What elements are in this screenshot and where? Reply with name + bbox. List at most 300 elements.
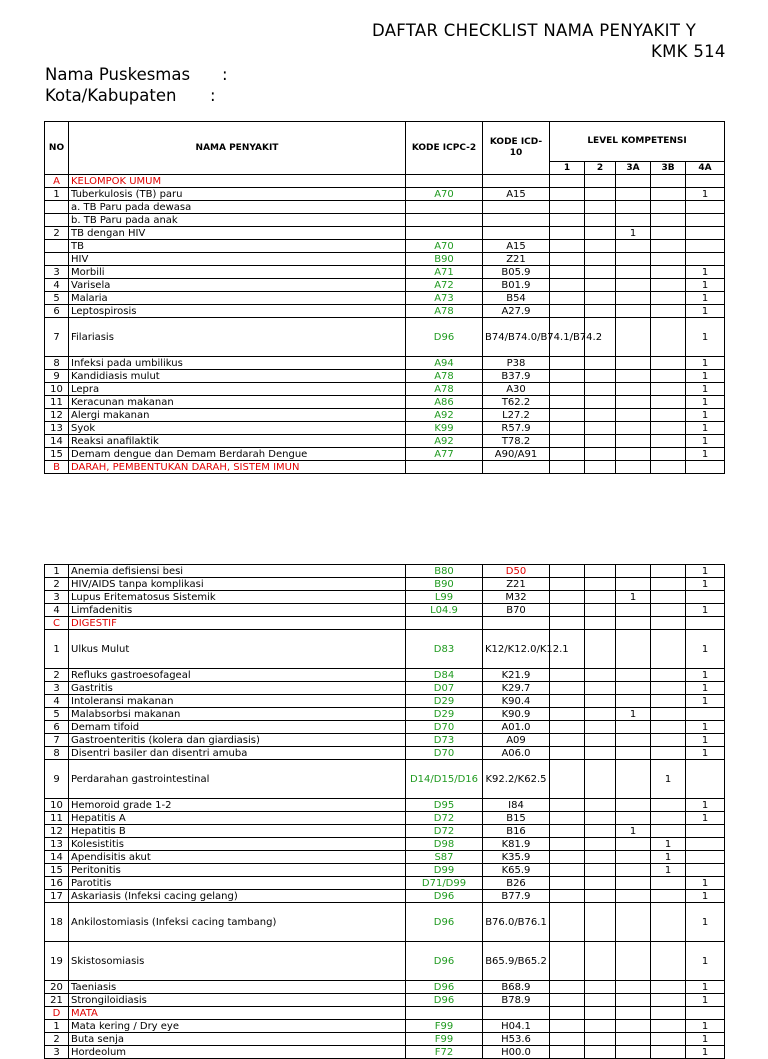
- icpc-code: D29: [406, 695, 483, 708]
- icd-code: K90.4: [483, 695, 550, 708]
- level-3b-cell: [651, 890, 686, 903]
- table-row: [45, 305, 725, 318]
- icd-code: Z21: [483, 253, 550, 266]
- icpc-code: D96: [406, 942, 483, 981]
- header-level-2: 2: [585, 162, 616, 175]
- level-1-cell: [550, 825, 585, 838]
- table-row: [45, 942, 725, 981]
- level-2-cell: [585, 734, 616, 747]
- icd-code: [483, 201, 550, 214]
- empty-cell: [483, 617, 550, 630]
- level-2-cell: [585, 799, 616, 812]
- level-4a-cell: 1: [686, 305, 725, 318]
- level-3b-cell: [651, 396, 686, 409]
- level-3a-cell: [616, 682, 651, 695]
- level-2-cell: [585, 864, 616, 877]
- level-4a-cell: 1: [686, 578, 725, 591]
- disease-name: Gastroenteritis (kolera dan giardiasis): [69, 734, 406, 747]
- icd-code: K35.9: [483, 851, 550, 864]
- row-number: 17: [45, 890, 69, 903]
- header-kode-icd: KODE ICD-10: [483, 122, 550, 175]
- level-3b-cell: [651, 578, 686, 591]
- table-row: [45, 318, 725, 357]
- level-1-cell: [550, 682, 585, 695]
- table-row: [45, 747, 725, 760]
- row-number: 3: [45, 682, 69, 695]
- level-3a-cell: 1: [616, 227, 651, 240]
- table-row: [45, 565, 725, 578]
- level-3b-cell: [651, 227, 686, 240]
- level-2-cell: [585, 253, 616, 266]
- level-4a-cell: [686, 227, 725, 240]
- header-level-4a: 4A: [686, 162, 725, 175]
- level-4a-cell: 1: [686, 565, 725, 578]
- icd-code: [483, 214, 550, 227]
- disease-name: a. TB Paru pada dewasa: [69, 201, 406, 214]
- table-row: [45, 760, 725, 799]
- table-row: [45, 695, 725, 708]
- level-4a-cell: [686, 825, 725, 838]
- icd-code: K21.9: [483, 669, 550, 682]
- category-name: KELOMPOK UMUM: [69, 175, 406, 188]
- table-row: [45, 292, 725, 305]
- disease-name: HIV/AIDS tanpa komplikasi: [69, 578, 406, 591]
- header-level-3b: 3B: [651, 162, 686, 175]
- level-3b-cell: [651, 981, 686, 994]
- table-row: [45, 266, 725, 279]
- icpc-code: B80: [406, 565, 483, 578]
- level-3a-cell: [616, 305, 651, 318]
- empty-cell: [483, 461, 550, 474]
- icd-code: H53.6: [483, 1033, 550, 1046]
- level-4a-cell: 1: [686, 279, 725, 292]
- level-2-cell: [585, 188, 616, 201]
- disease-table-page-2: [44, 564, 725, 1059]
- level-1-cell: [550, 591, 585, 604]
- level-1-cell: [550, 864, 585, 877]
- empty-cell: [550, 1007, 585, 1020]
- table-row: [45, 877, 725, 890]
- level-3a-cell: [616, 942, 651, 981]
- level-1-cell: [550, 604, 585, 617]
- level-3a-cell: [616, 760, 651, 799]
- table-row: [45, 591, 725, 604]
- disease-name: Syok: [69, 422, 406, 435]
- icpc-code: F72: [406, 1046, 483, 1059]
- level-3b-cell: [651, 734, 686, 747]
- level-2-cell: [585, 227, 616, 240]
- level-3a-cell: [616, 292, 651, 305]
- disease-name: Filariasis: [69, 318, 406, 357]
- level-1-cell: [550, 1033, 585, 1046]
- level-3b-cell: 1: [651, 864, 686, 877]
- table-header: [45, 122, 725, 175]
- level-4a-cell: 1: [686, 747, 725, 760]
- level-3b-cell: [651, 604, 686, 617]
- level-3a-cell: [616, 981, 651, 994]
- icd-code: A90/A91: [483, 448, 550, 461]
- puskesmas-label: Nama Puskesmas: [45, 65, 191, 84]
- level-3a-cell: [616, 864, 651, 877]
- row-number: 11: [45, 396, 69, 409]
- row-number: 9: [45, 370, 69, 383]
- row-number: 1: [45, 630, 69, 669]
- level-1-cell: [550, 279, 585, 292]
- level-3b-cell: 1: [651, 760, 686, 799]
- level-2-cell: [585, 370, 616, 383]
- disease-name: Lepra: [69, 383, 406, 396]
- icpc-code: D14/D15/D16: [406, 760, 483, 799]
- row-number: 10: [45, 799, 69, 812]
- level-3b-cell: [651, 721, 686, 734]
- icpc-code: A78: [406, 370, 483, 383]
- level-4a-cell: 1: [686, 1046, 725, 1059]
- row-number: 7: [45, 734, 69, 747]
- icpc-code: A71: [406, 266, 483, 279]
- row-number: 5: [45, 708, 69, 721]
- row-number: 3: [45, 591, 69, 604]
- empty-cell: [651, 617, 686, 630]
- row-number: 4: [45, 695, 69, 708]
- icpc-code: A72: [406, 279, 483, 292]
- level-3a-cell: 1: [616, 591, 651, 604]
- disease-name: Malaria: [69, 292, 406, 305]
- icpc-code: D71/D99: [406, 877, 483, 890]
- level-3a-cell: [616, 266, 651, 279]
- disease-name: Taeniasis: [69, 981, 406, 994]
- puskesmas-colon: :: [222, 65, 228, 84]
- row-number: 2: [45, 227, 69, 240]
- level-3a-cell: [616, 370, 651, 383]
- row-number: [45, 240, 69, 253]
- icpc-code: B90: [406, 253, 483, 266]
- icpc-code: L04.9: [406, 604, 483, 617]
- icd-code: K81.9: [483, 838, 550, 851]
- level-3b-cell: [651, 214, 686, 227]
- level-2-cell: [585, 994, 616, 1007]
- table-row: [45, 279, 725, 292]
- level-1-cell: [550, 981, 585, 994]
- disease-name: Kolesistitis: [69, 838, 406, 851]
- level-1-cell: [550, 188, 585, 201]
- icd-code: A15: [483, 188, 550, 201]
- level-1-cell: [550, 799, 585, 812]
- table-row: [45, 682, 725, 695]
- table-row: [45, 708, 725, 721]
- level-3b-cell: [651, 630, 686, 669]
- level-4a-cell: 1: [686, 266, 725, 279]
- icd-code: [483, 227, 550, 240]
- table-row: [45, 409, 725, 422]
- empty-cell: [585, 617, 616, 630]
- icd-code: K29.7: [483, 682, 550, 695]
- icd-code: A27.9: [483, 305, 550, 318]
- level-3a-cell: [616, 669, 651, 682]
- icpc-code: D96: [406, 981, 483, 994]
- header-level-kompetensi: LEVEL KOMPETENSI: [550, 122, 725, 162]
- level-3a-cell: [616, 734, 651, 747]
- icd-code: K90.9: [483, 708, 550, 721]
- level-3a-cell: [616, 357, 651, 370]
- level-3b-cell: [651, 565, 686, 578]
- level-3a-cell: [616, 565, 651, 578]
- level-2-cell: [585, 981, 616, 994]
- table-row: [45, 812, 725, 825]
- level-1-cell: [550, 851, 585, 864]
- table-row: [45, 1046, 725, 1059]
- table-row: [45, 227, 725, 240]
- level-2-cell: [585, 292, 616, 305]
- level-3a-cell: [616, 253, 651, 266]
- icpc-code: D95: [406, 799, 483, 812]
- disease-name: Varisela: [69, 279, 406, 292]
- empty-cell: [616, 461, 651, 474]
- empty-cell: [406, 617, 483, 630]
- level-2-cell: [585, 305, 616, 318]
- level-1-cell: [550, 422, 585, 435]
- row-number: 6: [45, 305, 69, 318]
- level-3a-cell: [616, 838, 651, 851]
- level-3a-cell: [616, 721, 651, 734]
- row-number: 21: [45, 994, 69, 1007]
- category-name: DIGESTIF: [69, 617, 406, 630]
- level-2-cell: [585, 396, 616, 409]
- level-1-cell: [550, 1046, 585, 1059]
- level-4a-cell: 1: [686, 318, 725, 357]
- level-2-cell: [585, 435, 616, 448]
- icpc-code: A86: [406, 396, 483, 409]
- table-row: [45, 1020, 725, 1033]
- icd-code: B78.9: [483, 994, 550, 1007]
- category-code: B: [45, 461, 69, 474]
- row-number: 12: [45, 409, 69, 422]
- level-4a-cell: 1: [686, 877, 725, 890]
- level-3b-cell: [651, 747, 686, 760]
- disease-name: TB: [69, 240, 406, 253]
- icpc-code: D96: [406, 890, 483, 903]
- level-1-cell: [550, 565, 585, 578]
- level-3a-cell: [616, 695, 651, 708]
- level-3b-cell: [651, 253, 686, 266]
- level-3a-cell: [616, 214, 651, 227]
- icd-code: B77.9: [483, 890, 550, 903]
- row-number: 13: [45, 838, 69, 851]
- row-number: 8: [45, 357, 69, 370]
- disease-name: Anemia defisiensi besi: [69, 565, 406, 578]
- icd-code: H00.0: [483, 1046, 550, 1059]
- level-3b-cell: [651, 266, 686, 279]
- icd-code: T78.2: [483, 435, 550, 448]
- row-number: 18: [45, 903, 69, 942]
- kota-label: Kota/Kabupaten: [45, 86, 177, 105]
- table-row: [45, 1033, 725, 1046]
- level-1-cell: [550, 435, 585, 448]
- level-2-cell: [585, 630, 616, 669]
- level-2-cell: [585, 825, 616, 838]
- icpc-code: D84: [406, 669, 483, 682]
- level-2-cell: [585, 851, 616, 864]
- level-3a-cell: [616, 903, 651, 942]
- empty-cell: [686, 461, 725, 474]
- table-row: [45, 214, 725, 227]
- icpc-code: D96: [406, 994, 483, 1007]
- level-3a-cell: [616, 799, 651, 812]
- row-number: 14: [45, 435, 69, 448]
- level-4a-cell: 1: [686, 812, 725, 825]
- level-3b-cell: [651, 812, 686, 825]
- row-number: 11: [45, 812, 69, 825]
- row-number: 3: [45, 1046, 69, 1059]
- document-title-line-2: KMK 514: [651, 42, 726, 61]
- empty-cell: [686, 1007, 725, 1020]
- disease-name: Hepatitis A: [69, 812, 406, 825]
- level-3b-cell: [651, 669, 686, 682]
- icpc-code: F99: [406, 1033, 483, 1046]
- table-row: [45, 240, 725, 253]
- level-3a-cell: 1: [616, 825, 651, 838]
- level-1-cell: [550, 383, 585, 396]
- level-4a-cell: [686, 864, 725, 877]
- level-1-cell: [550, 695, 585, 708]
- row-number: 3: [45, 266, 69, 279]
- level-3a-cell: [616, 201, 651, 214]
- icpc-code: [406, 214, 483, 227]
- level-1-cell: [550, 227, 585, 240]
- icd-code: A09: [483, 734, 550, 747]
- disease-name: Intoleransi makanan: [69, 695, 406, 708]
- level-1-cell: [550, 734, 585, 747]
- level-3b-cell: [651, 409, 686, 422]
- level-2-cell: [585, 682, 616, 695]
- icpc-code: A94: [406, 357, 483, 370]
- level-3b-cell: [651, 1046, 686, 1059]
- table-row: [45, 851, 725, 864]
- level-4a-cell: [686, 591, 725, 604]
- icpc-code: A70: [406, 240, 483, 253]
- empty-cell: [483, 175, 550, 188]
- level-3b-cell: [651, 799, 686, 812]
- level-2-cell: [585, 409, 616, 422]
- disease-name: Leptospirosis: [69, 305, 406, 318]
- row-number: 20: [45, 981, 69, 994]
- icpc-code: A78: [406, 383, 483, 396]
- level-3a-cell: [616, 396, 651, 409]
- icd-code: M32: [483, 591, 550, 604]
- level-3b-cell: [651, 877, 686, 890]
- level-2-cell: [585, 1046, 616, 1059]
- icd-code: K65.9: [483, 864, 550, 877]
- disease-name: Apendisitis akut: [69, 851, 406, 864]
- category-row: [45, 175, 725, 188]
- level-4a-cell: [686, 214, 725, 227]
- row-number: 15: [45, 448, 69, 461]
- empty-cell: [616, 617, 651, 630]
- icd-code: K12/K12.0/K12.1: [483, 630, 550, 669]
- table-row: [45, 825, 725, 838]
- level-4a-cell: 1: [686, 890, 725, 903]
- level-3a-cell: [616, 877, 651, 890]
- empty-cell: [550, 617, 585, 630]
- disease-name: b. TB Paru pada anak: [69, 214, 406, 227]
- level-4a-cell: 1: [686, 1033, 725, 1046]
- level-1-cell: [550, 903, 585, 942]
- level-2-cell: [585, 877, 616, 890]
- icd-code: B65.9/B65.2: [483, 942, 550, 981]
- disease-name: Infeksi pada umbilikus: [69, 357, 406, 370]
- row-number: 1: [45, 1020, 69, 1033]
- empty-cell: [483, 1007, 550, 1020]
- level-2-cell: [585, 214, 616, 227]
- level-1-cell: [550, 994, 585, 1007]
- level-2-cell: [585, 266, 616, 279]
- level-3a-cell: [616, 890, 651, 903]
- icd-code: D50: [483, 565, 550, 578]
- empty-cell: [616, 175, 651, 188]
- table-row: [45, 864, 725, 877]
- icd-code: K92.2/K62.5: [483, 760, 550, 799]
- level-3b-cell: [651, 370, 686, 383]
- level-3a-cell: [616, 812, 651, 825]
- level-1-cell: [550, 708, 585, 721]
- disease-name: Ulkus Mulut: [69, 630, 406, 669]
- level-3b-cell: [651, 357, 686, 370]
- row-number: 4: [45, 279, 69, 292]
- icpc-code: D98: [406, 838, 483, 851]
- icpc-code: F99: [406, 1020, 483, 1033]
- table-row: [45, 253, 725, 266]
- level-4a-cell: 1: [686, 422, 725, 435]
- icd-code: H04.1: [483, 1020, 550, 1033]
- level-1-cell: [550, 266, 585, 279]
- level-2-cell: [585, 695, 616, 708]
- table-row: [45, 799, 725, 812]
- table-row: [45, 578, 725, 591]
- level-3a-cell: [616, 604, 651, 617]
- level-3a-cell: [616, 383, 651, 396]
- level-4a-cell: 1: [686, 604, 725, 617]
- row-number: 4: [45, 604, 69, 617]
- icpc-code: K99: [406, 422, 483, 435]
- level-3b-cell: [651, 1020, 686, 1033]
- disease-name: Peritonitis: [69, 864, 406, 877]
- icpc-code: A70: [406, 188, 483, 201]
- level-3a-cell: 1: [616, 708, 651, 721]
- icd-code: Z21: [483, 578, 550, 591]
- level-4a-cell: [686, 201, 725, 214]
- icpc-code: D99: [406, 864, 483, 877]
- level-4a-cell: 1: [686, 396, 725, 409]
- disease-table-page-1: [44, 121, 725, 474]
- icpc-code: A77: [406, 448, 483, 461]
- row-number: [45, 214, 69, 227]
- icd-code: B26: [483, 877, 550, 890]
- level-2-cell: [585, 1033, 616, 1046]
- level-3b-cell: 1: [651, 851, 686, 864]
- level-3a-cell: [616, 422, 651, 435]
- row-number: 19: [45, 942, 69, 981]
- level-4a-cell: 1: [686, 188, 725, 201]
- level-4a-cell: 1: [686, 942, 725, 981]
- level-3a-cell: [616, 188, 651, 201]
- table-row: [45, 188, 725, 201]
- level-1-cell: [550, 838, 585, 851]
- disease-name: Malabsorbsi makanan: [69, 708, 406, 721]
- level-2-cell: [585, 448, 616, 461]
- disease-name: Hemoroid grade 1-2: [69, 799, 406, 812]
- row-number: 1: [45, 565, 69, 578]
- icd-code: B68.9: [483, 981, 550, 994]
- disease-name: Kandidiasis mulut: [69, 370, 406, 383]
